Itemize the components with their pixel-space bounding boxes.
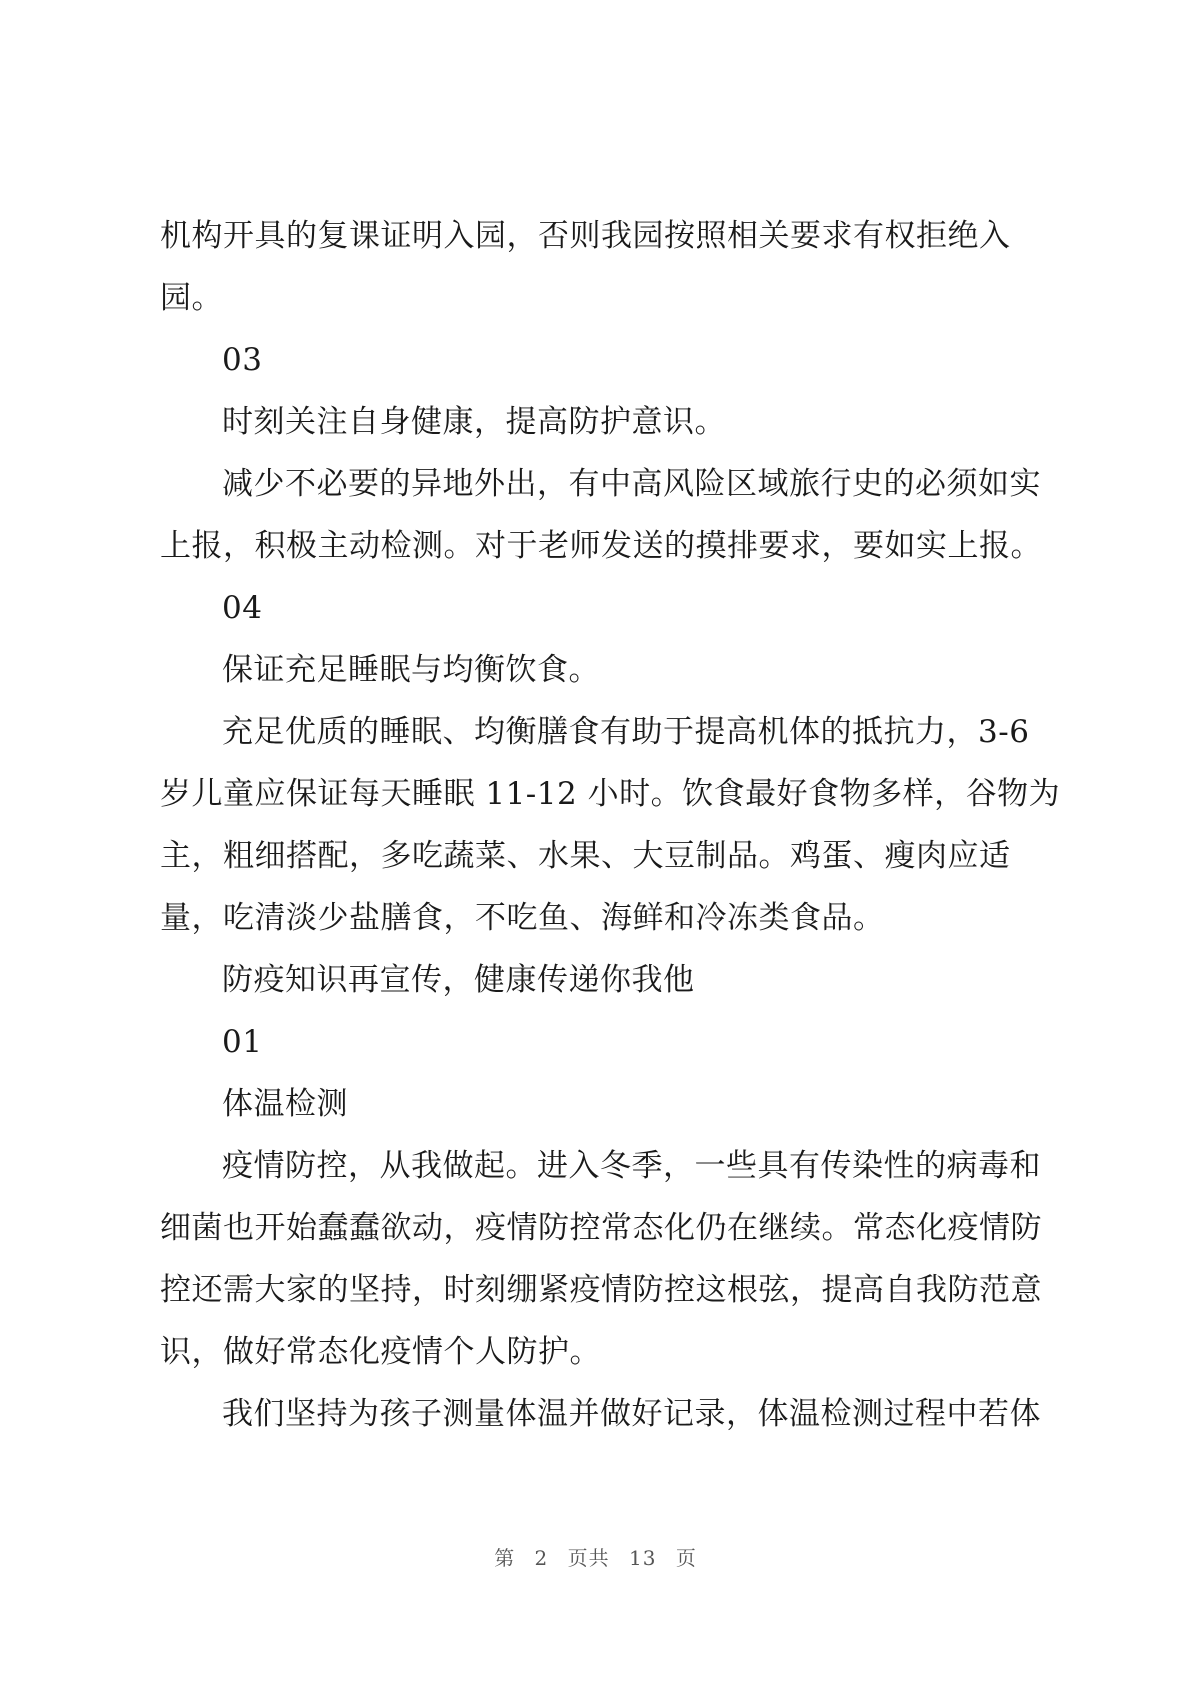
text-line: 充足优质的睡眠、均衡膳食有助于提高机体的抵抗力，3-6 xyxy=(222,714,1030,750)
page-footer xyxy=(0,1542,1191,1571)
text-line: 01 xyxy=(222,1024,263,1060)
text-line: 量，吃清淡少盐膳食，不吃鱼、海鲜和冷冻类食品。 xyxy=(160,900,885,936)
text-line: 控还需大家的坚持，时刻绷紧疫情防控这根弦，提高自我防范意 xyxy=(160,1272,1042,1308)
text-line: 时刻关注自身健康，提高防护意识。 xyxy=(222,404,726,440)
text-line: 防疫知识再宣传，健康传递你我他 xyxy=(222,962,695,998)
footer-middle: 页共 xyxy=(567,1546,610,1570)
text-line: 细菌也开始蠢蠢欲动，疫情防控常态化仍在继续。常态化疫情防 xyxy=(160,1210,1042,1246)
footer-total-pages: 13 xyxy=(629,1546,657,1570)
text-line: 03 xyxy=(222,342,263,378)
text-line: 我们坚持为孩子测量体温并做好记录，体温检测过程中若体 xyxy=(222,1396,1041,1432)
text-line: 04 xyxy=(222,590,263,626)
footer-page-number: 2 xyxy=(534,1546,549,1570)
text-line: 主，粗细搭配，多吃蔬菜、水果、大豆制品。鸡蛋、瘦肉应适 xyxy=(160,838,1011,874)
footer-prefix: 第 xyxy=(494,1546,516,1570)
text-line: 疫情防控，从我做起。进入冬季，一些具有传染性的病毒和 xyxy=(222,1148,1041,1184)
text-line: 上报，积极主动检测。对于老师发送的摸排要求，要如实上报。 xyxy=(160,528,1042,564)
text-line: 岁儿童应保证每天睡眠 11-12 小时。饮食最好食物多样，谷物为 xyxy=(160,776,1061,812)
text-line: 识，做好常态化疫情个人防护。 xyxy=(160,1334,601,1370)
text-line: 体温检测 xyxy=(222,1086,348,1122)
text-line: 机构开具的复课证明入园，否则我园按照相关要求有权拒绝入 xyxy=(160,218,1011,254)
body-text xyxy=(160,205,1060,1445)
text-line: 保证充足睡眠与均衡饮食。 xyxy=(222,652,600,688)
text-line: 园。 xyxy=(160,280,223,316)
footer-suffix: 页 xyxy=(675,1546,697,1570)
text-line: 减少不必要的异地外出，有中高风险区域旅行史的必须如实 xyxy=(222,466,1041,502)
